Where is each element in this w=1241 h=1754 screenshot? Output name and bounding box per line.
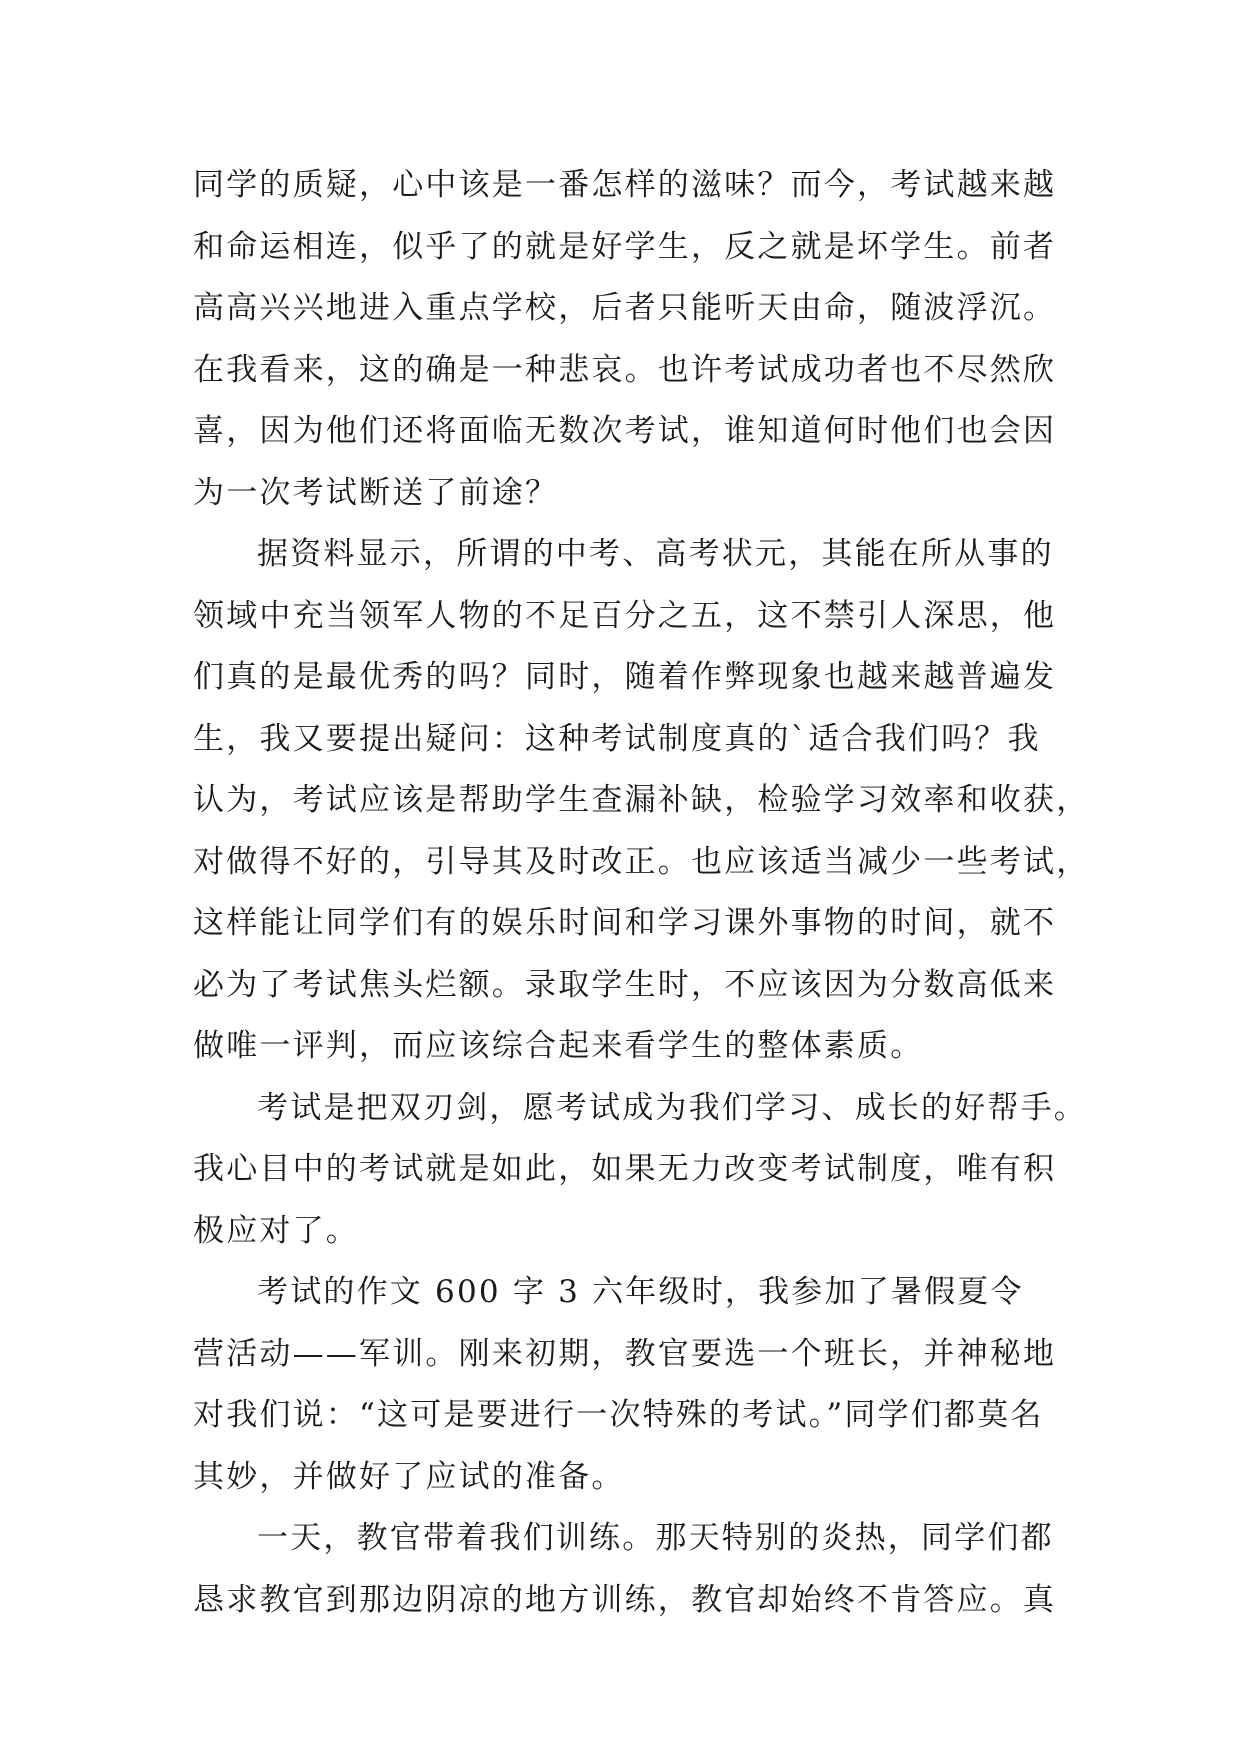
text-line: 考试是把双刃剑，愿考试成为我们学习、成长的好帮手。: [257, 1089, 1087, 1126]
text-line: 和命运相连，似乎了的就是好学生，反之就是坏学生。前者: [193, 228, 1057, 265]
text-line: 营活动——军训。刚来初期，教官要选一个班长，并神秘地: [193, 1335, 1057, 1372]
text-line: 喜，因为他们还将面临无数次考试，谁知道何时他们也会因: [193, 413, 1057, 449]
text-line: 为一次考试断送了前途？: [193, 474, 559, 511]
text-line: 同学的质疑，心中该是一番怎样的滋味？而今，考试越来越: [193, 167, 1057, 203]
text-line: 做唯一评判，而应该综合起来看学生的整体素质。: [193, 1028, 924, 1064]
text-line: 这样能让同学们有的娱乐时间和学习课外事物的时间，就不: [193, 905, 1057, 941]
text-line: 我心目中的考试就是如此，如果无力改变考试制度，唯有积: [193, 1151, 1057, 1187]
text-line: 考试的作文 600 字 3 六年级时，我参加了暑假夏令: [257, 1274, 1024, 1310]
text-line: 领域中充当领军人物的不足百分之五，这不禁引人深思，他: [193, 597, 1057, 634]
text-line: 生，我又要提出疑问：这种考试制度真的`适合我们吗？我: [193, 720, 1041, 757]
text-line: 认为，考试应该是帮助学生查漏补缺，检验学习效率和收获，: [193, 782, 1090, 818]
text-line: 其妙，并做好了应试的准备。: [193, 1458, 625, 1495]
text-line: 对我们说：“这可是要进行一次特殊的考试。”同学们都莫名: [193, 1397, 1044, 1433]
text-line: 极应对了。: [193, 1212, 359, 1249]
text-line: 一天，教官带着我们训练。那天特别的炎热，同学们都: [257, 1520, 1054, 1556]
text-line: 在我看来，这的确是一种悲哀。也许考试成功者也不尽然欣: [193, 351, 1057, 388]
text-line: 们真的是最优秀的吗？同时，随着作弊现象也越来越普遍发: [193, 659, 1057, 695]
text-line: 据资料显示，所谓的中考、高考状元，其能在所从事的: [257, 536, 1054, 572]
document-body: [193, 155, 1090, 1631]
text-line: 高高兴兴地进入重点学校，后者只能听天由命，随波浮沉。: [193, 290, 1057, 326]
text-line: 恳求教官到那边阴凉的地方训练，教官却始终不肯答应。真: [193, 1581, 1057, 1618]
text-line: 对做得不好的，引导其及时改正。也应该适当减少一些考试，: [193, 843, 1090, 880]
text-line: 必为了考试焦头烂额。录取学生时，不应该因为分数高低来: [193, 966, 1057, 1003]
